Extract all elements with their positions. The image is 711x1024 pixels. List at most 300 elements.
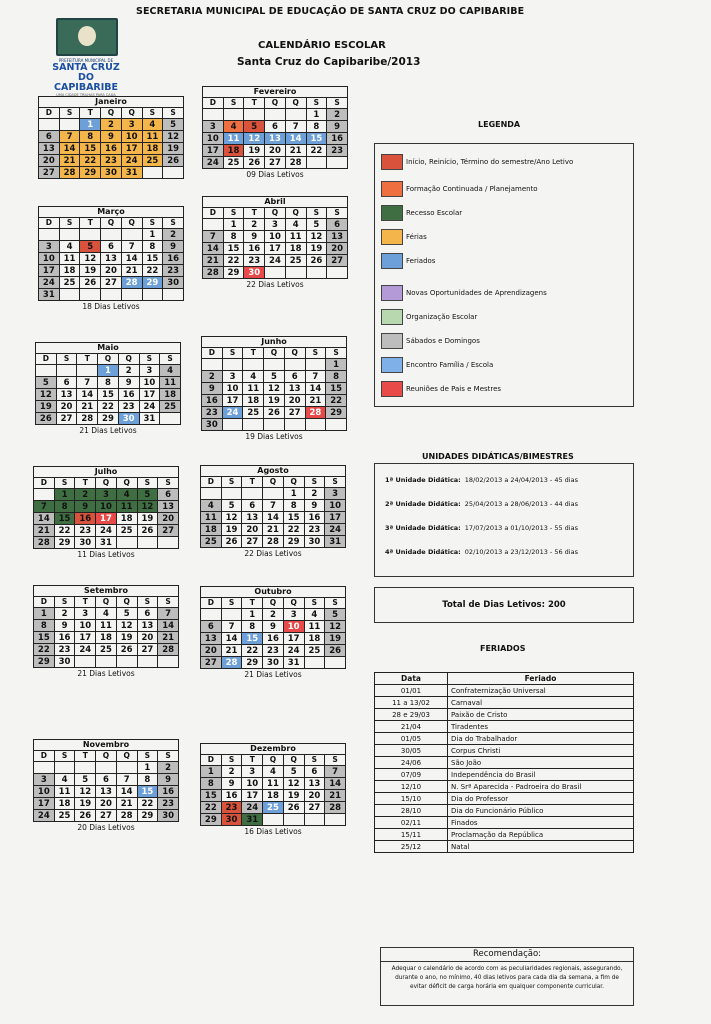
day-cell (137, 656, 158, 668)
weekday-header: S (306, 98, 327, 109)
day-cell: 12 (116, 620, 137, 632)
day-cell (203, 219, 224, 231)
day-cell: 5 (75, 774, 96, 786)
day-cell: 31 (139, 413, 160, 425)
month-10 (33, 739, 179, 832)
day-cell (305, 419, 326, 431)
weekday-header: Q (96, 478, 117, 489)
legend-swatch (381, 253, 403, 269)
weekday-header: D (201, 598, 222, 609)
day-cell: 24 (75, 644, 96, 656)
weekday-header: S (160, 354, 181, 365)
day-cell: 5 (283, 766, 304, 778)
day-cell: 1 (223, 219, 244, 231)
day-cell: 27 (39, 167, 60, 179)
month-footer: 19 Dias Letivos (245, 432, 303, 441)
day-cell: 12 (221, 512, 242, 524)
day-cell: 15 (326, 383, 347, 395)
day-cell: 6 (304, 766, 325, 778)
unit-name: 2ª Unidade Didática: (385, 500, 461, 508)
day-cell (80, 229, 101, 241)
day-cell: 17 (75, 632, 96, 644)
day-cell: 13 (137, 620, 158, 632)
day-cell: 10 (121, 131, 142, 143)
day-cell: 13 (158, 501, 179, 513)
weekday-header: S (137, 751, 158, 762)
day-cell: 18 (54, 798, 75, 810)
day-cell: 26 (116, 644, 137, 656)
weekday-header: S (304, 477, 325, 488)
day-cell: 25 (304, 645, 325, 657)
day-cell: 12 (244, 133, 265, 145)
day-cell (34, 489, 55, 501)
logo-line3: DO CAPIBARIBE (54, 72, 118, 93)
day-cell: 9 (54, 620, 75, 632)
day-cell: 29 (80, 167, 101, 179)
day-cell: 9 (304, 500, 325, 512)
day-cell: 9 (202, 383, 223, 395)
day-cell: 14 (325, 778, 346, 790)
day-cell: 2 (75, 489, 96, 501)
day-cell (283, 814, 304, 826)
weekday-header: S (221, 755, 242, 766)
logo-emblem-icon (56, 18, 118, 56)
unit-range: 17/07/2013 a 01/10/2013 - 55 dias (464, 524, 578, 532)
day-cell (163, 167, 184, 179)
day-cell: 25 (263, 802, 284, 814)
weekday-header: T (80, 108, 101, 119)
page-subtitle: Santa Cruz do Capibaribe/2013 (237, 56, 421, 68)
day-cell: 5 (36, 377, 57, 389)
day-cell: 9 (221, 778, 242, 790)
day-cell: 25 (223, 157, 244, 169)
legend-swatch (381, 357, 403, 373)
day-cell: 31 (283, 657, 304, 669)
day-cell (116, 656, 137, 668)
weekday-header: S (326, 348, 347, 359)
day-cell: 15 (98, 389, 119, 401)
day-cell: 6 (96, 774, 117, 786)
day-cell: 21 (77, 401, 98, 413)
day-cell: 25 (201, 536, 222, 548)
weekday-header: S (142, 218, 163, 229)
holiday-date: 01/01 (375, 685, 448, 697)
day-cell (101, 289, 122, 301)
day-cell (137, 537, 158, 549)
day-cell: 24 (242, 802, 263, 814)
day-cell: 10 (222, 383, 243, 395)
day-cell: 24 (121, 155, 142, 167)
day-cell: 8 (283, 500, 304, 512)
holiday-row (375, 697, 634, 709)
day-cell: 16 (327, 133, 348, 145)
day-cell: 23 (118, 401, 139, 413)
secretaria-title: SECRETARIA MUNICIPAL DE EDUCAÇÃO DE SANTA CRUZ DO CAPIBARIBE (136, 6, 525, 17)
legend-label: Reuniões de Pais e Mestres (406, 385, 502, 393)
day-cell: 26 (221, 536, 242, 548)
day-cell: 16 (163, 253, 184, 265)
day-cell: 6 (284, 371, 305, 383)
units-box (374, 463, 634, 577)
day-cell: 16 (54, 632, 75, 644)
day-cell: 10 (203, 133, 224, 145)
day-cell: 9 (327, 121, 348, 133)
day-cell: 9 (263, 621, 284, 633)
page-title: CALENDÁRIO ESCOLAR (258, 40, 386, 51)
day-cell: 22 (326, 395, 347, 407)
day-cell: 11 (285, 231, 306, 243)
day-cell: 18 (160, 389, 181, 401)
day-cell: 13 (304, 778, 325, 790)
day-cell (34, 762, 55, 774)
weekday-header: T (75, 751, 96, 762)
day-cell (243, 419, 264, 431)
legend-item (381, 333, 480, 349)
day-cell: 16 (118, 389, 139, 401)
day-cell: 7 (203, 231, 224, 243)
day-cell (201, 609, 222, 621)
unit-name: 1ª Unidade Didática: (385, 476, 461, 484)
day-cell: 5 (264, 371, 285, 383)
holiday-row (375, 769, 634, 781)
day-cell: 13 (96, 786, 117, 798)
day-cell: 29 (98, 413, 119, 425)
day-cell: 14 (263, 512, 284, 524)
day-cell: 2 (221, 766, 242, 778)
day-cell: 23 (202, 407, 223, 419)
day-cell (36, 365, 57, 377)
day-cell: 1 (283, 488, 304, 500)
weekday-header: S (325, 755, 346, 766)
day-cell: 5 (221, 500, 242, 512)
day-cell: 2 (54, 608, 75, 620)
day-cell: 20 (304, 790, 325, 802)
day-cell: 15 (34, 632, 55, 644)
day-cell: 9 (75, 501, 96, 513)
day-cell: 12 (306, 231, 327, 243)
weekday-header: S (54, 597, 75, 608)
day-cell: 15 (306, 133, 327, 145)
day-cell: 22 (34, 644, 55, 656)
day-cell: 17 (203, 145, 224, 157)
day-cell: 27 (284, 407, 305, 419)
day-cell: 28 (77, 413, 98, 425)
day-cell: 22 (223, 255, 244, 267)
day-cell: 18 (59, 265, 80, 277)
day-cell: 12 (325, 621, 346, 633)
month-name: Dezembro (201, 744, 346, 755)
day-cell: 11 (223, 133, 244, 145)
month-footer: 18 Dias Letivos (82, 302, 140, 311)
logo (52, 18, 120, 97)
day-cell: 19 (75, 798, 96, 810)
day-cell: 8 (54, 501, 75, 513)
day-cell: 4 (243, 371, 264, 383)
day-cell: 27 (158, 525, 179, 537)
day-cell: 25 (116, 525, 137, 537)
day-cell: 4 (116, 489, 137, 501)
day-cell (39, 229, 60, 241)
day-cell: 6 (265, 121, 286, 133)
day-cell: 22 (137, 798, 158, 810)
legend-item (381, 381, 501, 397)
legend-label: Recesso Escolar (406, 209, 463, 217)
weekday-header: T (75, 478, 96, 489)
day-cell: 8 (137, 774, 158, 786)
month-name: Março (39, 207, 184, 218)
legend-box (374, 143, 634, 407)
weekday-header: D (39, 218, 60, 229)
day-cell: 15 (80, 143, 101, 155)
day-cell (306, 157, 327, 169)
weekday-header: Q (263, 477, 284, 488)
day-cell: 8 (201, 778, 222, 790)
day-cell: 16 (101, 143, 122, 155)
month-name: Fevereiro (203, 87, 348, 98)
weekday-header: S (325, 477, 346, 488)
day-cell: 1 (34, 608, 55, 620)
day-cell: 14 (116, 786, 137, 798)
month-name: Janeiro (39, 97, 184, 108)
day-cell (326, 419, 347, 431)
holiday-date: 07/09 (375, 769, 448, 781)
day-cell: 23 (244, 255, 265, 267)
day-cell: 27 (242, 536, 263, 548)
month-footer: 16 Dias Letivos (244, 827, 302, 836)
weekday-header: D (201, 477, 222, 488)
weekday-header: S (223, 98, 244, 109)
day-cell: 9 (163, 241, 184, 253)
day-cell: 17 (96, 513, 117, 525)
day-cell (244, 109, 265, 121)
day-cell: 7 (305, 371, 326, 383)
day-cell: 17 (222, 395, 243, 407)
holiday-name: Dia do Professor (448, 793, 634, 805)
holiday-row (375, 841, 634, 853)
day-cell: 26 (306, 255, 327, 267)
weekday-header: S (305, 348, 326, 359)
holidays-col-name: Feriado (448, 673, 634, 685)
holiday-name: Natal (448, 841, 634, 853)
unit-range: 18/02/2013 a 24/04/2013 - 45 dias (464, 476, 578, 484)
day-cell: 28 (158, 644, 179, 656)
weekday-header: S (59, 218, 80, 229)
holiday-row (375, 817, 634, 829)
holiday-date: 30/05 (375, 745, 448, 757)
day-cell: 26 (75, 810, 96, 822)
weekday-header: Q (285, 208, 306, 219)
day-cell: 20 (101, 265, 122, 277)
day-cell: 12 (264, 383, 285, 395)
day-cell: 3 (39, 241, 60, 253)
holiday-row (375, 721, 634, 733)
holiday-row (375, 781, 634, 793)
month-name: Novembro (34, 740, 179, 751)
month-1 (202, 86, 348, 179)
weekday-header: S (223, 208, 244, 219)
day-cell: 15 (142, 253, 163, 265)
day-cell: 23 (221, 802, 242, 814)
holiday-name: Carnaval (448, 697, 634, 709)
day-cell: 28 (59, 167, 80, 179)
month-6 (33, 466, 179, 559)
day-cell: 16 (202, 395, 223, 407)
holidays-header-row (375, 673, 634, 685)
weekday-header: S (221, 477, 242, 488)
weekday-header: S (306, 208, 327, 219)
day-cell: 5 (244, 121, 265, 133)
day-cell: 27 (101, 277, 122, 289)
day-cell: 16 (158, 786, 179, 798)
day-cell: 2 (244, 219, 265, 231)
weekday-header: Q (118, 354, 139, 365)
day-cell: 13 (327, 231, 348, 243)
day-cell: 19 (163, 143, 184, 155)
unit-row (385, 548, 578, 556)
day-cell: 4 (96, 608, 117, 620)
weekday-header: T (244, 98, 265, 109)
day-cell: 26 (264, 407, 285, 419)
day-cell: 2 (118, 365, 139, 377)
day-cell: 7 (158, 608, 179, 620)
legend-label: Novas Oportunidades de Aprendizagens (406, 289, 547, 297)
day-cell: 1 (142, 229, 163, 241)
day-cell: 29 (242, 657, 263, 669)
day-cell: 15 (137, 786, 158, 798)
day-cell: 31 (96, 537, 117, 549)
legend-title: LEGENDA (478, 120, 521, 129)
day-cell: 21 (158, 632, 179, 644)
unit-row (385, 476, 578, 484)
day-cell: 30 (54, 656, 75, 668)
day-cell (304, 814, 325, 826)
day-cell: 14 (121, 253, 142, 265)
holiday-row (375, 829, 634, 841)
day-cell: 31 (242, 814, 263, 826)
weekday-header: T (244, 208, 265, 219)
day-cell: 9 (244, 231, 265, 243)
day-cell: 6 (101, 241, 122, 253)
day-cell: 25 (243, 407, 264, 419)
logo-line1: PREFEITURA MUNICIPAL DE (58, 58, 114, 63)
day-cell: 12 (75, 786, 96, 798)
day-cell: 11 (243, 383, 264, 395)
day-cell: 3 (75, 608, 96, 620)
weekday-header: Q (121, 218, 142, 229)
holidays-col-date: Data (375, 673, 448, 685)
holiday-name: Dia do Funcionário Público (448, 805, 634, 817)
day-cell: 5 (306, 219, 327, 231)
weekday-header: S (163, 218, 184, 229)
day-cell: 26 (137, 525, 158, 537)
day-cell: 16 (221, 790, 242, 802)
holiday-date: 15/10 (375, 793, 448, 805)
day-cell: 11 (201, 512, 222, 524)
day-cell: 18 (263, 790, 284, 802)
day-cell: 3 (203, 121, 224, 133)
month-footer: 22 Dias Letivos (246, 280, 304, 289)
legend-item (381, 205, 462, 221)
day-cell: 14 (59, 143, 80, 155)
day-cell: 16 (75, 513, 96, 525)
holiday-date: 12/10 (375, 781, 448, 793)
day-cell: 14 (221, 633, 242, 645)
day-cell: 23 (263, 645, 284, 657)
day-cell (116, 537, 137, 549)
day-cell: 20 (39, 155, 60, 167)
day-cell: 20 (96, 798, 117, 810)
day-cell: 19 (221, 524, 242, 536)
day-cell: 23 (163, 265, 184, 277)
day-cell: 24 (325, 524, 346, 536)
month-footer: 21 Dias Letivos (77, 669, 135, 678)
day-cell: 20 (201, 645, 222, 657)
day-cell: 4 (160, 365, 181, 377)
day-cell: 15 (201, 790, 222, 802)
day-cell: 23 (54, 644, 75, 656)
day-cell (222, 359, 243, 371)
day-cell: 28 (116, 810, 137, 822)
holiday-date: 28/10 (375, 805, 448, 817)
holiday-name: Independência do Brasil (448, 769, 634, 781)
holiday-date: 21/04 (375, 721, 448, 733)
day-cell: 1 (201, 766, 222, 778)
weekday-header: Q (284, 348, 305, 359)
legend-label: Feriados (406, 257, 436, 265)
day-cell: 7 (263, 500, 284, 512)
holiday-name: Confraternização Universal (448, 685, 634, 697)
weekday-header: D (203, 208, 224, 219)
day-cell: 19 (36, 401, 57, 413)
month-11 (200, 743, 346, 836)
day-cell: 26 (283, 802, 304, 814)
recommendation-title: Recomendação: (381, 948, 633, 962)
day-cell: 3 (222, 371, 243, 383)
day-cell (221, 488, 242, 500)
day-cell: 4 (223, 121, 244, 133)
day-cell: 4 (285, 219, 306, 231)
day-cell: 12 (283, 778, 304, 790)
day-cell: 22 (201, 802, 222, 814)
day-cell: 18 (243, 395, 264, 407)
holidays-table (374, 672, 634, 853)
weekday-header: D (203, 98, 224, 109)
legend-label: Férias (406, 233, 427, 241)
day-cell: 23 (101, 155, 122, 167)
weekday-header: T (75, 597, 96, 608)
weekday-header: T (243, 348, 264, 359)
day-cell: 2 (101, 119, 122, 131)
day-cell: 17 (265, 243, 286, 255)
day-cell: 3 (121, 119, 142, 131)
day-cell: 10 (75, 620, 96, 632)
day-cell: 10 (34, 786, 55, 798)
weekday-header: T (242, 755, 263, 766)
day-cell: 14 (203, 243, 224, 255)
day-cell: 11 (263, 778, 284, 790)
day-cell: 31 (121, 167, 142, 179)
day-cell (80, 289, 101, 301)
day-cell: 23 (304, 524, 325, 536)
unit-name: 4ª Unidade Didática: (385, 548, 461, 556)
day-cell: 9 (118, 377, 139, 389)
day-cell: 10 (325, 500, 346, 512)
day-cell: 28 (285, 157, 306, 169)
day-cell (121, 229, 142, 241)
day-cell (265, 109, 286, 121)
weekday-header: Q (116, 478, 137, 489)
day-cell: 14 (77, 389, 98, 401)
